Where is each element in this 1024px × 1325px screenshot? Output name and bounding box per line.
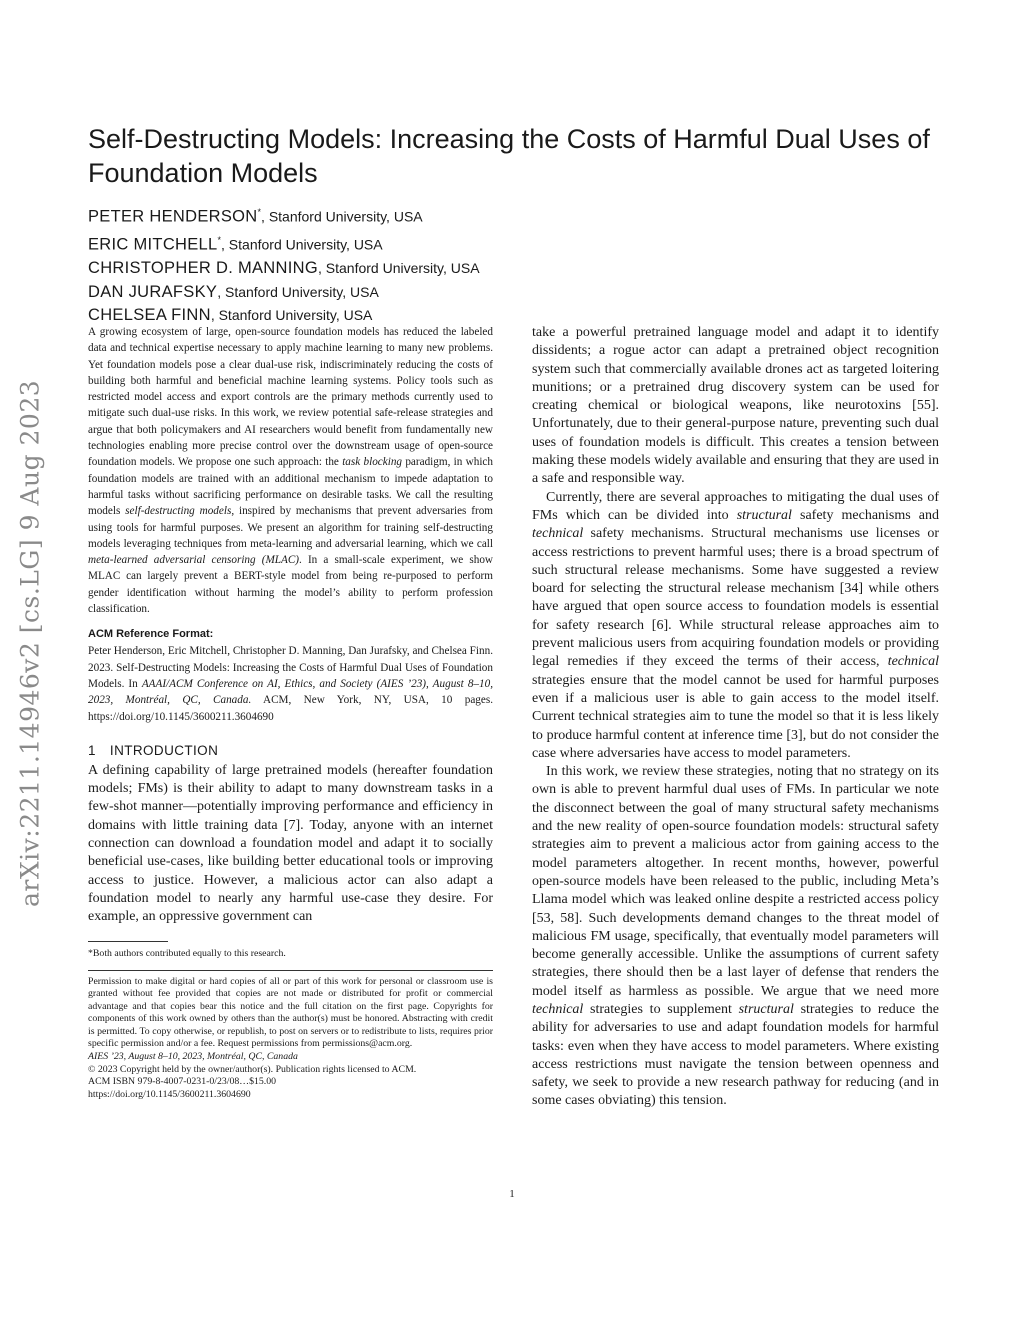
section-heading (88, 743, 493, 758)
author-list (88, 201, 688, 328)
conference-line: AIES ’23, August 8–10, 2023, Montréal, QC, Canada (88, 1051, 298, 1063)
author-affiliation: , Stanford University, USA (221, 236, 383, 253)
author-name: CHELSEA FINN (88, 306, 211, 324)
section-title: INTRODUCTION (109, 742, 219, 758)
isbn-line: ACM ISBN 979-8-4007-0231-0/23/08…$15.00 (88, 1076, 277, 1088)
abstract: A growing ecosystem of large, open-source foundation models has reduced the labeled data and technical expertise necessary to apply machine learning to many new problems. Yet foundation models pose a clear dual-use risk, indiscriminately reducing the costs of building both harmful and beneficial machine learning systems. Policy tools such as restricted model access and export controls are the primary methods currently used to mitigate such dual-use risks. In this work, we review potential safe-release strategies and argue that both policymakers and AI researchers would benefit from fundamentally new technologies enabling more precise control over the downstream usage of open-source foundation models. We propose one such approach: the task blocking paradigm, in which foundation models are trained with an additional mechanism to impede adaptation to harmful tasks without sacrificing performance on desirable tasks. We call the resulting models self-destructing models, inspired by mechanisms that prevent adversaries from using tools for harmful purposes. We present an algorithm for training self-destructing models leveraging techniques from meta-learning and adversarial learning, which we call meta-learned adversarial censoring (MLAC). In a small-scale experiment, we show MLAC can largely prevent a BERT-style model from being re-purposed to perform gender identification without harming the model’s ability to perform profession classification. (88, 326, 493, 616)
right-column (532, 324, 939, 1111)
page-number: 1 (509, 1188, 515, 1200)
author-name: CHRISTOPHER D. MANNING (88, 259, 318, 277)
left-column (88, 324, 493, 1101)
author-name: ERIC MITCHELL (88, 235, 218, 254)
body-paragraph: take a powerful pretrained language model and adapt it to identify dissidents; a rogue actor can adapt a pretrained object recognition system such that commercially available drones act as targeted loitering munitions; or a pretrained drug discovery system can be used for creating chemical or biological weapons, like neurotoxins [55]. Unfortunately, due to their general-purpose nature, preventing such dual uses of foundation models is difficult. This creates a tension between making these models widely available and ensuring that they are used in a safe and responsible way. (532, 325, 939, 487)
body-paragraph: In this work, we review these strategies, noting that no strategy on its own is able to prevent harmful dual uses of FMs. In particular we note the disconnect between the goal of many structural safety mechanisms and the new reality of open-source foundation models: structural safety strategies aim to prevent a malicious actor from gaining access to the model parameters altogether. In recent months, however, powerful open-source models have been released to the public, including Meta’s Llama model which was leaked online despite a restricted access policy [53, 58]. Such developments demand changes to the threat model of malicious FM usage, specifically, that eventually model parameters will become generally accessible. Unlike the assumptions of current safety strategies, there should then be a last layer of defense that renders the model itself as harmless as possible. We argue that we need more technical strategies to supplement structural strategies to reduce the ability for adversaries to use and adapt foundation models for harmful tasks: even when they have access to model parameters. Where existing access restrictions must navigate the tension between openness and safety, we seek to provide a new research pathway for reducing (and in some cases obviating) this tension. (532, 764, 939, 1109)
section-number: 1 (88, 742, 96, 758)
equal-contribution-mark: * (257, 207, 262, 217)
paper-title: Self-Destructing Models: Increasing the Costs of Harmful Dual Uses of Foundation Models (88, 124, 930, 188)
acm-reference-heading: ACM Reference Format: (88, 628, 214, 641)
author-entry (88, 201, 688, 229)
author-entry (88, 229, 688, 257)
permission-notice: Permission to make digital or hard copies of all or part of this work for personal or classroom use is granted without fee provided that copies are not made or distributed for profit or commercial advantage and that copies bear this notice and the full citation on the first page. Copyrights for components of this work owned by others than the author(s) must be honored. Abstracting with credit is permitted. To copy otherwise, or republish, to post on servers or to redistribute to lists, requires prior specific permission and/or a fee. Request permissions from permissions@acm.org. (88, 975, 493, 1050)
author-affiliation: , Stanford University, USA (217, 283, 379, 300)
doi-link[interactable]: https://doi.org/10.1145/3600211.3604690 (88, 1088, 251, 1100)
equal-contribution-mark: * (217, 235, 222, 245)
footnote: *Both authors contributed equally to this research. (88, 947, 286, 959)
intro-paragraph: A defining capability of large pretrained models (hereafter foundation models; FMs) is their ability to adapt to many downstream tasks in a few-shot manner—potentially improving performance and efficiency in domains with little training data [7]. Today, anyone with an internet connection can download a foundation model and adapt it to socially beneficial use-cases, like building better educational tools or improving access to justice. However, a malicious actor can also adapt a foundation model to nearly any harmful use-case they desire. For example, an oppressive government can (88, 762, 493, 925)
author-entry (88, 281, 688, 305)
arxiv-identifier: arXiv:2211.14946v2 [cs.LG] 9 Aug 2023 (15, 379, 45, 907)
body-paragraph: Currently, there are several approaches to mitigating the dual uses of FMs which can be divided into structural safety mechanisms and technical safety mechanisms. Structural mechanisms use licenses or access restrictions to prevent harmful uses; there is a broad spectrum of such structural release mechanisms. Some have suggested a review board for selecting the structural release mechanism [34] while others have argued that open source access to foundation models is essential for safety research [6]. While structural release approaches aim to prevent malicious users from acquiring foundation models or providing legal remedies if they exceed the terms of their access, technical strategies ensure that the model cannot be used for harmful purposes even if a malicious user is able to gain access to the model itself. Current technical strategies aim to tune the model so that it is less likely to produce harmful content at inference time [3], but do not consider the case where adversaries have access to model parameters. (532, 489, 939, 761)
author-affiliation: , Stanford University, USA (261, 208, 423, 225)
footnote-divider (88, 941, 168, 942)
acm-reference-text: Peter Henderson, Eric Mitchell, Christopher D. Manning, Dan Jurafsky, and Chelsea Finn. 2023. Self-Destructing Models: Increasing the Costs of Harmful Dual Uses of Foundation Models. In AAAI/ACM Conference on AI, Ethics, and Society (AIES ’23), August 8–10, 2023, Montréal, QC, Canada. ACM, New York, NY, USA, 10 pages. https://doi.org/10.1145/3600211.3604690 (88, 645, 493, 723)
author-entry (88, 257, 688, 281)
author-name: PETER HENDERSON (88, 207, 258, 226)
copyright-line: © 2023 Copyright held by the owner/author(s). Publication rights licensed to ACM. (88, 1063, 417, 1075)
author-affiliation: , Stanford University, USA (317, 260, 480, 276)
author-name: DAN JURAFSKY (88, 282, 218, 301)
permission-divider (88, 970, 493, 971)
author-affiliation: , Stanford University, USA (210, 307, 373, 323)
